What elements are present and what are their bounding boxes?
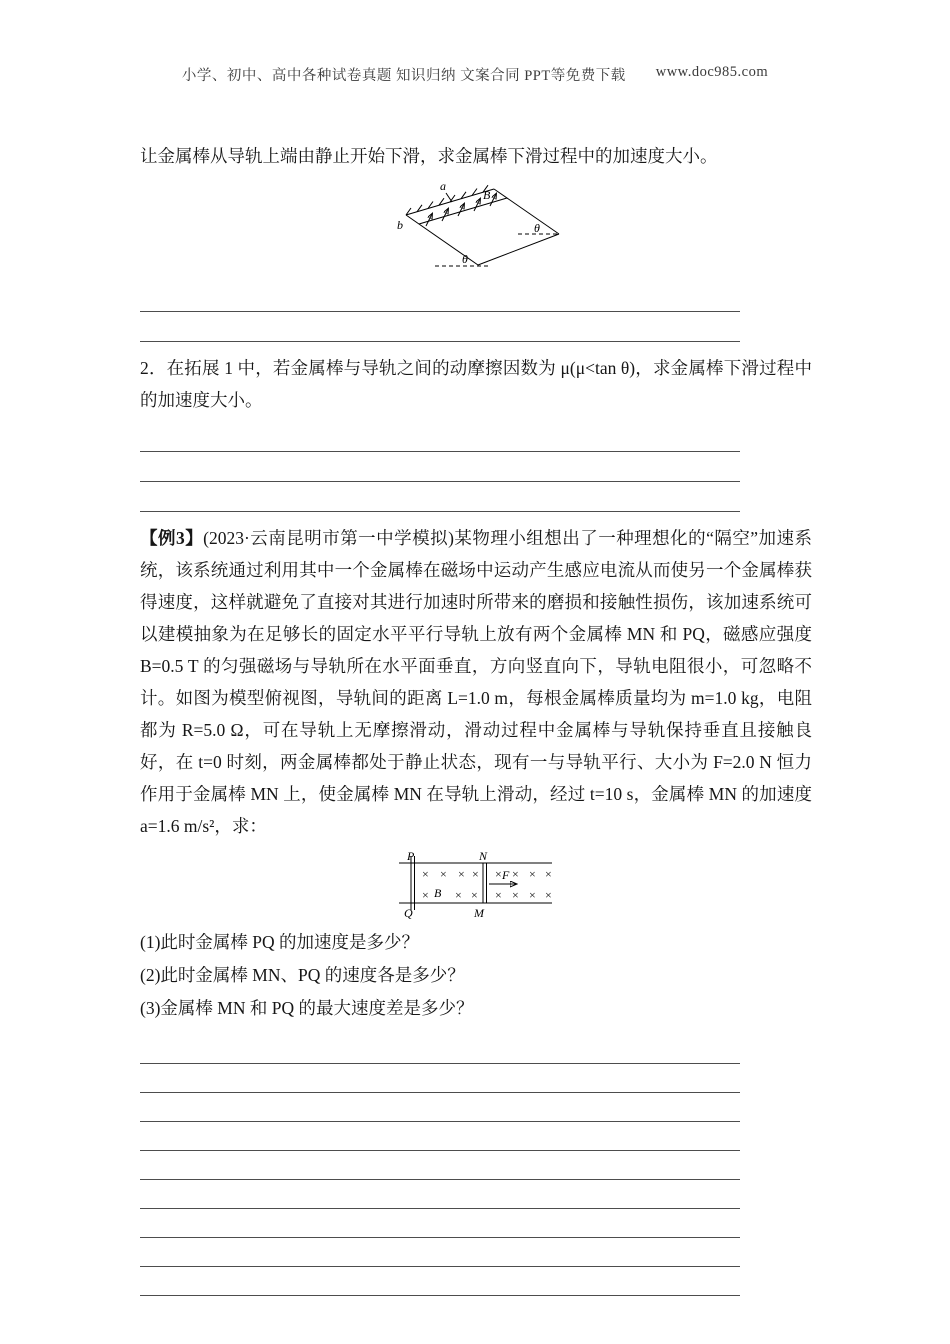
answer-line <box>140 1122 740 1151</box>
answer-line <box>140 452 740 482</box>
incline-figure-svg <box>390 177 562 277</box>
answer-line <box>140 482 740 512</box>
rail-right <box>494 189 559 234</box>
rail-b-label: b <box>397 218 403 232</box>
field-cross: × <box>472 867 479 881</box>
field-cross: × <box>545 888 552 902</box>
field-cross: × <box>529 888 536 902</box>
paragraph-intro: 让金属棒从导轨上端由静止开始下滑，求金属棒下滑过程中的加速度大小。 <box>140 146 718 166</box>
incline-top-edge <box>406 189 494 215</box>
answer-lines-group-3 <box>140 1035 740 1296</box>
question-2: (2)此时金属棒 MN、PQ 的速度各是多少？ <box>140 965 465 985</box>
answer-line <box>140 312 740 342</box>
field-cross: × <box>422 888 429 902</box>
page-header <box>0 64 950 85</box>
incline-bottom-edge <box>478 234 559 265</box>
b-field-arrow <box>458 204 464 216</box>
field-cross: × <box>495 867 502 881</box>
header-url[interactable]: www.doc985.com <box>655 64 769 80</box>
label-b: B <box>434 886 442 900</box>
label-n: N <box>479 849 488 863</box>
label-q: Q <box>404 906 413 920</box>
field-cross: × <box>545 867 552 881</box>
answer-line <box>140 422 740 452</box>
question-1: (1)此时金属棒 PQ 的加速度是多少？ <box>140 932 420 952</box>
answer-line <box>140 1151 740 1180</box>
answer-lines-group-1 <box>140 282 740 342</box>
theta2-label: θ <box>462 252 468 266</box>
answer-line <box>140 1035 740 1064</box>
field-cross: × <box>512 888 519 902</box>
field-cross: × <box>495 888 502 902</box>
b-field-arrow <box>474 199 480 211</box>
question-3: (3)金属棒 MN 和 PQ 的最大速度差是多少？ <box>140 998 474 1018</box>
field-cross: × <box>471 888 478 902</box>
figure-incline <box>140 177 812 277</box>
answer-line <box>140 1267 740 1296</box>
label-m: M <box>474 906 484 920</box>
field-cross: × <box>455 888 462 902</box>
b-field-label: B <box>483 188 491 202</box>
field-cross: × <box>458 867 465 881</box>
field-cross: × <box>529 867 536 881</box>
label-a-pointer <box>446 193 452 202</box>
label-p: P <box>407 849 415 863</box>
answer-line <box>140 282 740 312</box>
answer-line <box>140 1209 740 1238</box>
header-site-text: 小学、初中、高中各种试卷真题 知识归纳 文案合同 PPT等免费下载 <box>181 68 626 84</box>
b-field-arrow <box>490 194 496 206</box>
paragraph-q2: 2．在拓展 1 中，若金属棒与导轨之间的动摩擦因数为 μ(μ<tan θ)，求金属棒下滑过程中的加速度大小。 <box>140 358 812 410</box>
answer-line <box>140 1093 740 1122</box>
rod-a-label: a <box>440 179 446 193</box>
answer-line <box>140 1064 740 1093</box>
example3-label: 【例3】 <box>140 528 204 548</box>
rails-figure-svg <box>395 847 557 921</box>
field-cross: × <box>440 867 447 881</box>
paragraph-example3 <box>140 522 812 842</box>
example3-text: (2023·云南昆明市第一中学模拟)某物理小组想出了一种理想化的“隔空”加速系统，该系统通过利用其中一个金属棒在磁场中运动产生感应电流从而使另一个金属棒获得速度，这样就避免了直接对其进行加速时所带来的磨损和接触性损伤，该加速系统可以建模抽象为在足够长的固定水平平行导轨上放有两个金属棒 MN 和 PQ，磁感应强度 B=0.5 T 的匀强磁场与导轨所在水平面垂直，方向竖直向下，导轨电阻很小，可忽略不计。如图为模型俯视图，导轨间的距离 L=1.0 m，每根金属棒质量均为 m=1.0 kg，电阻都为 R=5.0 Ω，可在导轨上无摩擦滑动，滑动过程中金属棒与导轨保持垂直且接触良好，在 t=0 时刻，两金属棒都处于静止状态，现有一与导轨平行、大小为 F=2.0 N 恒力作用于金属棒 MN 上，使金属棒 MN 在导轨上滑动，经过 t=10 s，金属棒 MN 的加速度 a=1.6 m/s²，求： <box>140 528 813 836</box>
b-field-arrow <box>442 209 448 221</box>
figure-rails-topview <box>140 847 812 921</box>
answer-line <box>140 1180 740 1209</box>
field-cross: × <box>422 867 429 881</box>
document-body <box>140 140 812 1296</box>
field-cross: × <box>512 867 519 881</box>
answer-line <box>140 1238 740 1267</box>
label-f: F <box>502 868 510 882</box>
theta1-label: θ <box>534 221 540 235</box>
answer-lines-group-2 <box>140 422 740 512</box>
